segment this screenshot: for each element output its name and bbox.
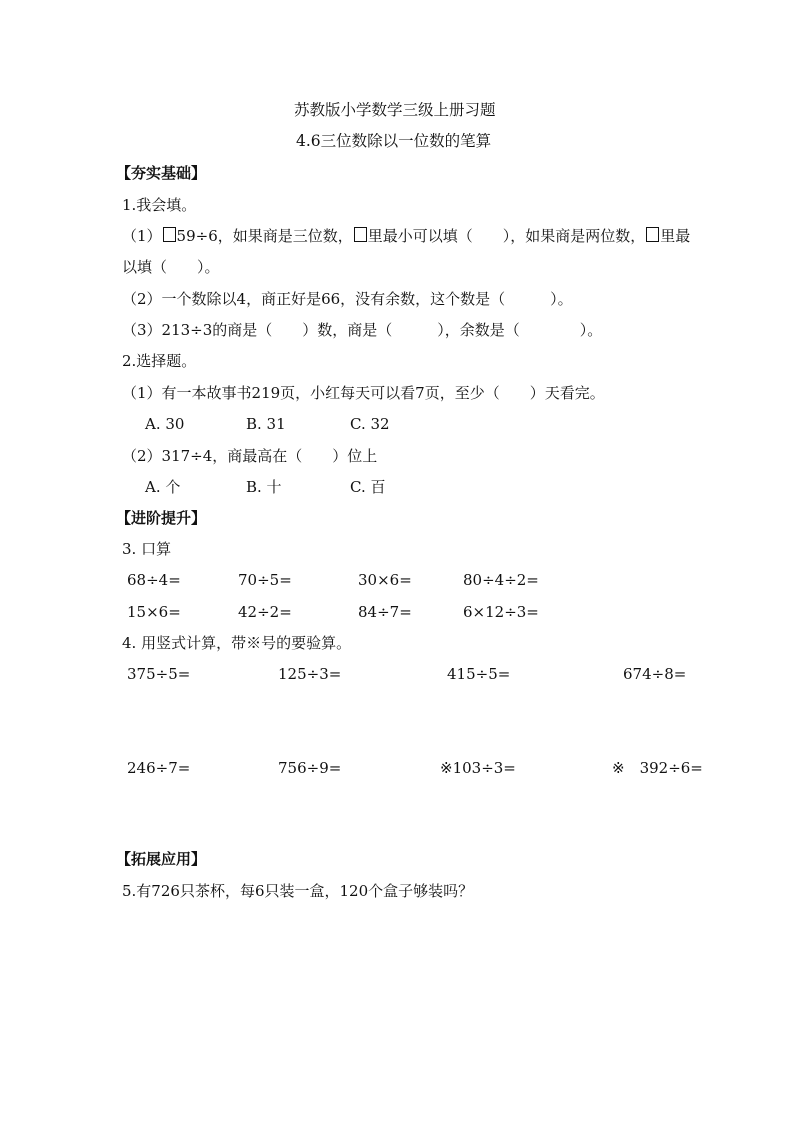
oral-calc-item: 42÷2= <box>238 603 292 621</box>
vertical-calc-item: ※103÷3= <box>440 759 516 777</box>
vertical-calc-item: 246÷7= <box>127 759 191 777</box>
question-1-part-2: （2）一个数除以4，商正好是66，没有余数，这个数是（ ）。 <box>122 290 573 308</box>
section-heading-extension: 【拓展应用】 <box>116 850 207 868</box>
question-1-part-1-text: 59÷6，如果商是三位数， <box>176 227 353 245</box>
page-title: 苏教版小学数学三级上册习题 <box>294 101 496 119</box>
oral-calc-item: 80÷4÷2= <box>463 571 539 589</box>
section-heading-advance: 【进阶提升】 <box>116 509 207 527</box>
blank-box <box>163 227 176 242</box>
oral-calc-item: 84÷7= <box>358 603 412 621</box>
oral-calc-item: 70÷5= <box>238 571 292 589</box>
question-2-part-2-option-a: A. 个 <box>145 478 181 496</box>
question-1-part-1-cont: 以填（ ）。 <box>122 258 220 276</box>
question-1-part-1-number: （1） <box>122 227 162 245</box>
question-1-heading: 1.我会填。 <box>122 196 197 214</box>
vertical-calc-item: 125÷3= <box>278 665 342 683</box>
question-1-part-1-text-mid: 里最小可以填（ ），如果商是两位数， <box>367 227 646 245</box>
question-2-part-2-option-b: B. 十 <box>246 478 282 496</box>
vertical-calc-item: 375÷5= <box>127 665 191 683</box>
vertical-calc-item: ※ 392÷6= <box>612 759 703 777</box>
oral-calc-item: 68÷4= <box>127 571 181 589</box>
question-1-part-1 <box>122 226 690 246</box>
blank-box <box>354 227 367 242</box>
question-1-part-1-text-end: 里最 <box>660 227 691 245</box>
vertical-calc-item: 415÷5= <box>447 665 511 683</box>
question-2-part-2-option-c: C. 百 <box>350 478 386 496</box>
oral-calc-item: 15×6= <box>127 603 181 621</box>
question-2-part-1-option-c: C. 32 <box>350 415 390 433</box>
vertical-calc-item: 756÷9= <box>278 759 342 777</box>
question-2-part-2: （2）317÷4，商最高在（ ）位上 <box>122 447 378 465</box>
question-5-text: 5.有726只茶杯，每6只装一盒，120个盒子够装吗？ <box>122 882 474 900</box>
question-2-part-1-option-a: A. 30 <box>145 415 185 433</box>
question-3-heading: 3. 口算 <box>122 540 172 558</box>
question-2-part-1: （1）有一本故事书219页，小红每天可以看7页，至少（ ）天看完。 <box>122 384 605 402</box>
vertical-calc-item: 674÷8= <box>623 665 687 683</box>
question-1-part-3: （3）213÷3的商是（ ）数，商是（ ），余数是（ ）。 <box>122 321 603 339</box>
oral-calc-item: 30×6= <box>358 571 412 589</box>
oral-calc-item: 6×12÷3= <box>463 603 539 621</box>
blank-box <box>646 227 659 242</box>
question-4-heading: 4. 用竖式计算，带※号的要验算。 <box>122 634 352 652</box>
page-subtitle: 4.6三位数除以一位数的笔算 <box>296 132 492 150</box>
question-2-part-1-option-b: B. 31 <box>246 415 286 433</box>
question-2-heading: 2.选择题。 <box>122 352 197 370</box>
section-heading-basics: 【夯实基础】 <box>116 164 207 182</box>
